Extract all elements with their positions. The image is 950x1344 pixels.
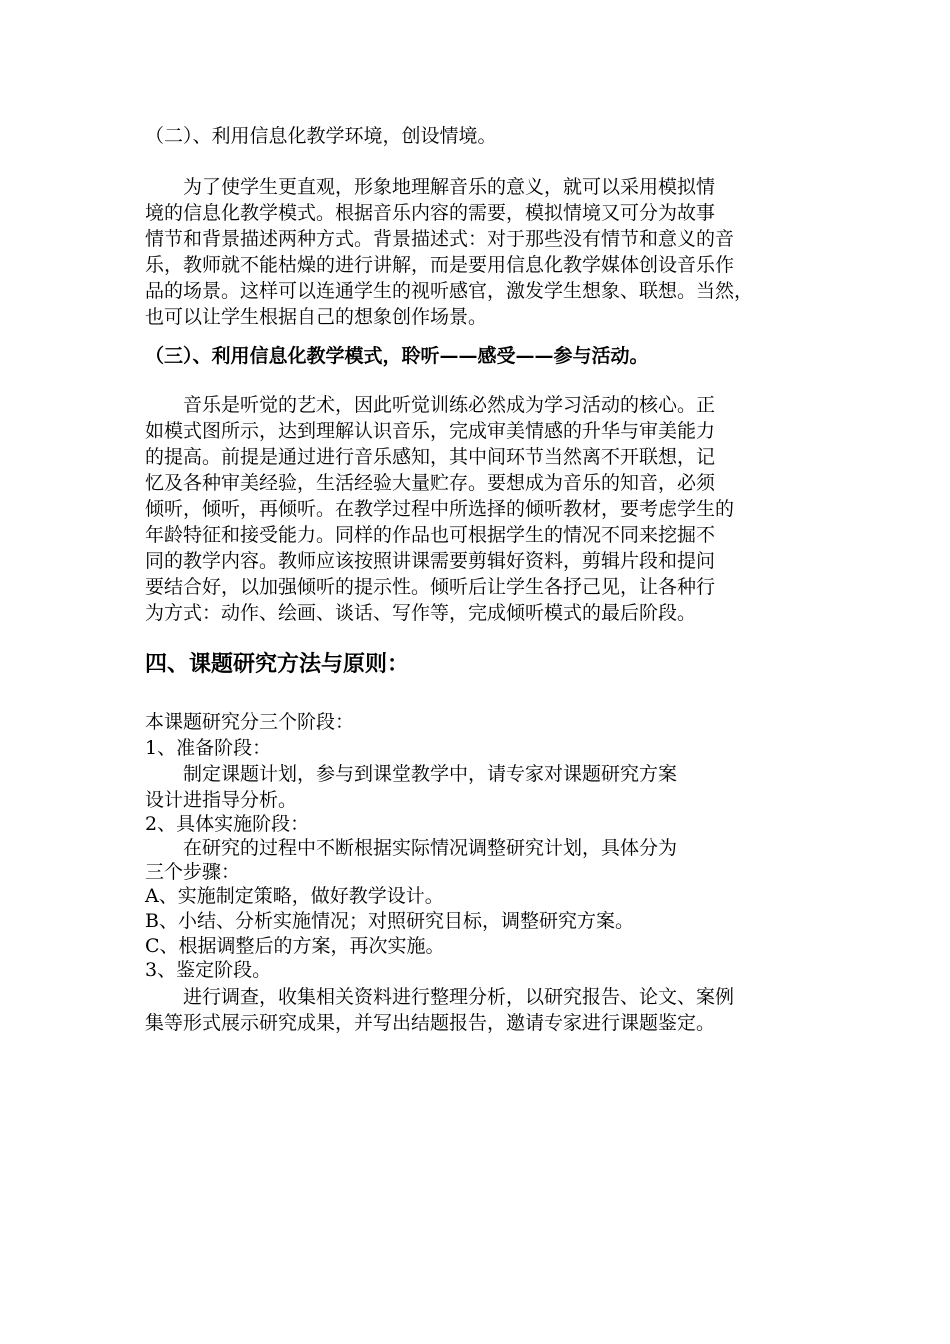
section-3-line: 同的教学内容。教师应该按照讲课需要剪辑好资料，剪辑片段和提问 — [145, 550, 716, 572]
section-3-line: 忆及各种审美经验，生活经验大量贮存。要想成为音乐的知音，必须 — [145, 472, 716, 494]
section-4-line: 制定课题计划，参与到课堂教学中，请专家对课题研究方案 — [145, 763, 678, 785]
section-3-heading: （三）、利用信息化教学模式，聆听——感受——参与活动。 — [145, 345, 649, 367]
section-3-line: 为方式：动作、绘画、谈话、写作等，完成倾听模式的最后阶段。 — [145, 602, 697, 624]
section-2-line: 为了使学生更直观，形象地理解音乐的意义，就可以采用模拟情 — [145, 176, 716, 198]
section-3-line: 倾听，倾听，再倾听。在教学过程中所选择的倾听教材，要考虑学生的 — [145, 498, 735, 520]
section-3-line: 年龄特征和接受能力。同样的作品也可根据学生的情况不同来挖掘不 — [145, 524, 716, 546]
section-4-line: 三个步骤： — [145, 861, 241, 883]
section-2-line: 情节和背景描述两种方式。背景描述式：对于那些没有情节和意义的音 — [145, 228, 735, 250]
section-4-line: B、小结、分析实施情况；对照研究目标，调整研究方案。 — [145, 910, 634, 932]
section-2-line: 境的信息化教学模式。根据音乐内容的需要，模拟情境又可分为故事 — [145, 202, 716, 224]
section-4-line: 进行调查，收集相关资料进行整理分析，以研究报告、论文、案例 — [145, 986, 735, 1008]
section-4-heading: 四、课题研究方法与原则： — [145, 651, 410, 677]
section-4-line: 1、准备阶段： — [145, 737, 272, 759]
section-4-line: 在研究的过程中不断根据实际情况调整研究计划，具体分为 — [145, 837, 678, 859]
section-3-line: 的提高。前提是通过进行音乐感知，其中间环节当然离不开联想，记 — [145, 446, 716, 468]
section-4-line: A、实施制定策略，做好教学设计。 — [145, 885, 444, 907]
section-4-line: 本课题研究分三个阶段： — [145, 711, 355, 733]
section-4-line: 集等形式展示研究成果，并写出结题报告，邀请专家进行课题鉴定。 — [145, 1012, 716, 1034]
section-2-line: 品的场景。这样可以连通学生的视听感官，激发学生想象、联想。当然， — [145, 280, 754, 302]
section-2-heading: （二）、利用信息化教学环境，创设情境。 — [145, 125, 497, 147]
section-3-line: 要结合好，以加强倾听的提示性。倾听后让学生各抒己见，让各种行 — [145, 576, 716, 598]
section-2-line: 也可以让学生根据自己的想象创作场景。 — [145, 306, 488, 328]
section-4-line: C、根据调整后的方案，再次实施。 — [145, 935, 445, 957]
section-2-line: 乐，教师就不能枯燥的进行讲解，而是要用信息化教学媒体创设音乐作 — [145, 254, 735, 276]
section-3-line: 如模式图所示，达到理解认识音乐，完成审美情感的升华与审美能力 — [145, 420, 716, 442]
section-4-line: 2、具体实施阶段： — [145, 813, 310, 835]
section-4-line: 设计进指导分析。 — [145, 789, 298, 811]
section-4-line: 3、鉴定阶段。 — [145, 959, 272, 981]
section-3-line: 音乐是听觉的艺术，因此听觉训练必然成为学习活动的核心。正 — [145, 394, 716, 416]
